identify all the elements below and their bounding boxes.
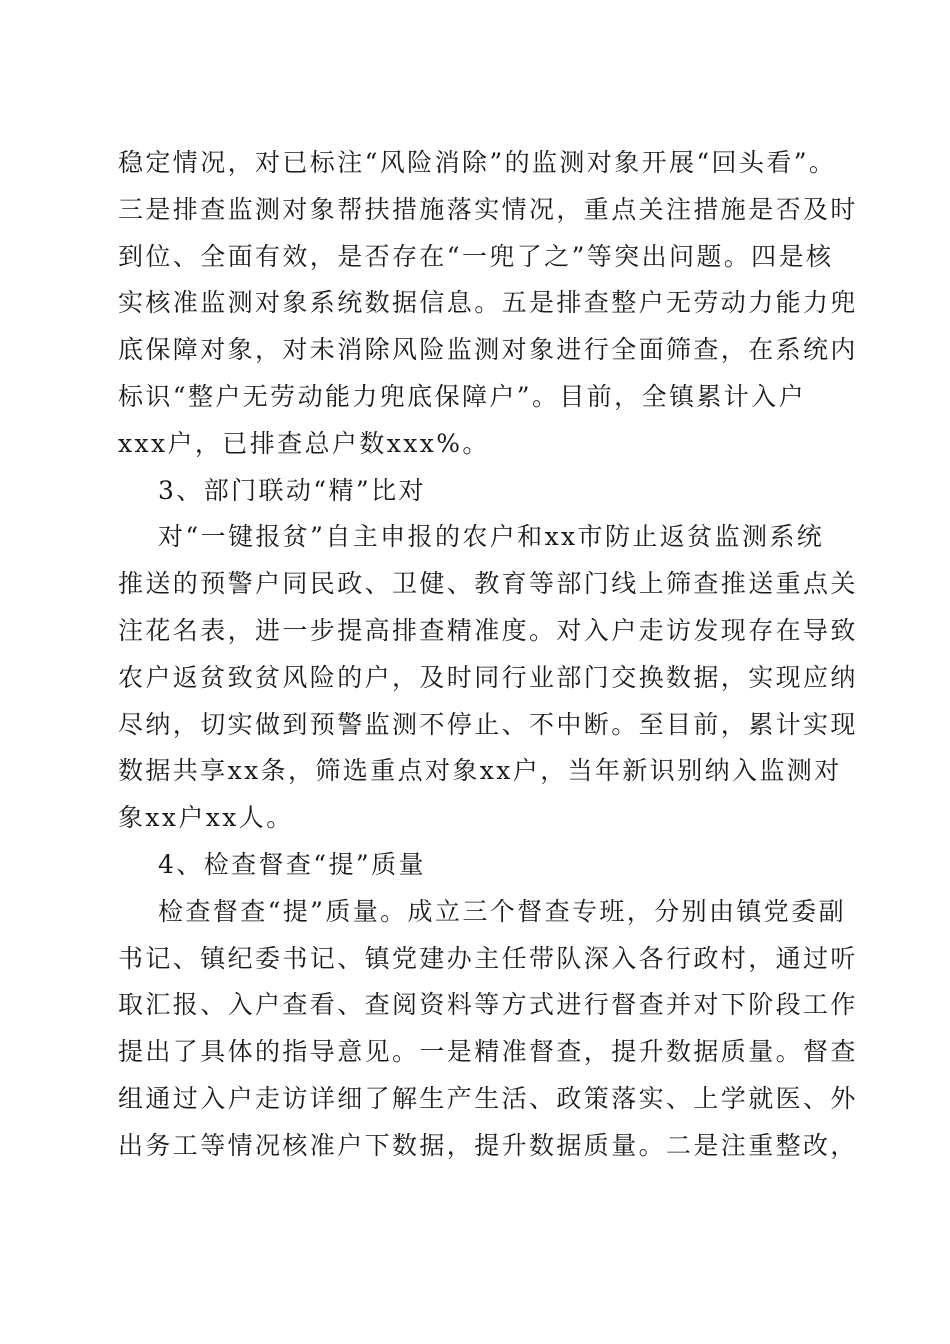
body-line: 三是排查监测对象帮扶措施落实情况，重点关注措施是否及时 <box>118 194 858 224</box>
body-line: 标识“整户无劳动能力兜底保障户”。目前，全镇累计入户 <box>118 381 806 411</box>
body-line: 推送的预警户同民政、卫健、教育等部门线上筛查推送重点关 <box>118 569 858 599</box>
body-line: 书记、镇纪委书记、镇党建办主任带队深入各行政村，通过听 <box>118 943 858 973</box>
body-line: 提出了具体的指导意见。一是精准督查，提升数据质量。督查 <box>118 1037 858 1067</box>
body-line: 数据共享xx条，筛选重点对象xx户，当年新识别纳入监测对 <box>118 756 842 786</box>
body-line: 检查督查“提”质量。成立三个督查专班，分别由镇党委副 <box>158 896 846 926</box>
body-line: xxx户，已排查总户数xxx%。 <box>118 428 490 458</box>
body-line: 实核准监测对象系统数据信息。五是排查整户无劳动力能力兜 <box>118 288 858 318</box>
body-line: 组通过入户走访详细了解生产生活、政策落实、上学就医、外 <box>118 1083 858 1113</box>
section-heading-3: 3、部门联动“精”比对 <box>158 475 426 505</box>
body-line: 取汇报、入户查看、查阅资料等方式进行督查并对下阶段工作 <box>118 990 858 1020</box>
body-line: 出务工等情况核准户下数据，提升数据质量。二是注重整改， <box>118 1130 858 1160</box>
body-line: 对“一键报贫”自主申报的农户和xx市防止返贫监测系统 <box>158 522 825 552</box>
body-line: 农户返贫致贫风险的户，及时同行业部门交换数据，实现应纳 <box>118 662 858 692</box>
body-line: 尽纳，切实做到预警监测不停止、不中断。至目前，累计实现 <box>118 709 858 739</box>
body-line: 注花名表，进一步提高排查精准度。对入户走访发现存在导致 <box>118 615 858 645</box>
body-line: 稳定情况，对已标注“风险消除”的监测对象开展“回头看”。 <box>118 148 837 177</box>
body-line: 象xx户xx人。 <box>118 803 294 833</box>
body-line: 底保障对象，对未消除风险监测对象进行全面筛查，在系统内 <box>118 335 858 365</box>
document-body <box>118 140 858 1170</box>
section-heading-4: 4、检查督查“提”质量 <box>158 849 426 879</box>
body-line: 到位、全面有效，是否存在“一兜了之”等突出问题。四是核 <box>118 241 834 271</box>
